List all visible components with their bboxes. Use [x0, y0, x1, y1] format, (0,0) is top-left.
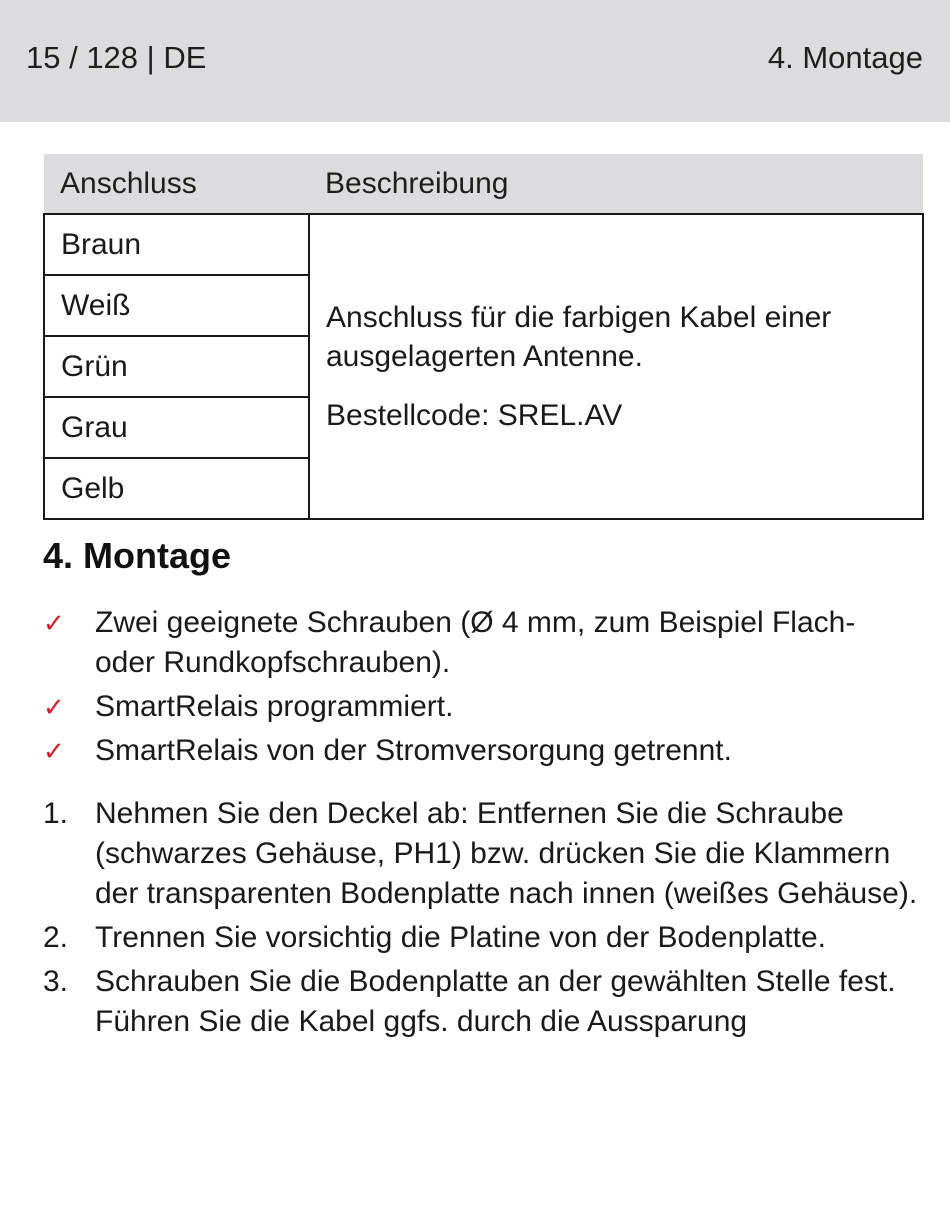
step-text: Schrauben Sie die Bodenplatte an der gewählten Stelle fest. Führen Sie die Kabel ggfs. durch die Aussparung: [95, 965, 896, 1038]
list-item: [43, 731, 923, 771]
checkmark-icon: ✓: [43, 608, 65, 638]
list-item: [43, 918, 923, 958]
table-header-row: [44, 154, 923, 214]
description-cell: [309, 214, 923, 519]
prerequisite-text: Zwei geeignete Schrauben (Ø 4 mm, zum Beispiel Flach- oder Rundkopfschrauben).: [95, 606, 856, 679]
section-heading: 4. Montage: [43, 535, 232, 576]
step-list: [43, 794, 923, 1046]
connection-cell: Weiß: [44, 275, 309, 336]
list-item: [43, 687, 923, 727]
connection-cell: Grau: [44, 397, 309, 458]
prerequisite-text: SmartRelais programmiert.: [95, 690, 454, 723]
list-item: [43, 794, 923, 914]
checkmark-icon: ✓: [43, 736, 65, 766]
running-section-title: 4. Montage: [767, 40, 923, 75]
order-code: Bestellcode: SREL.AV: [326, 399, 623, 432]
checkmark-icon: ✓: [43, 692, 65, 722]
connection-table: [43, 154, 924, 520]
list-item: [43, 603, 923, 683]
column-header-description: Beschreibung: [309, 154, 923, 214]
connection-cell: Braun: [44, 214, 309, 275]
connection-cell: Gelb: [44, 458, 309, 519]
column-header-connection: Anschluss: [44, 154, 309, 214]
step-text: Trennen Sie vorsichtig die Platine von der Bodenplatte.: [95, 921, 827, 954]
step-number: 2.: [43, 921, 69, 954]
prerequisite-list: [43, 603, 923, 775]
page-header: [0, 0, 950, 122]
step-number: 3.: [43, 965, 69, 998]
connection-cell: Grün: [44, 336, 309, 397]
description-text: Anschluss für die farbigen Kabel einer ausgelagerten Antenne.: [326, 301, 832, 373]
prerequisite-text: SmartRelais von der Stromversorgung getrennt.: [95, 734, 732, 767]
table-row: [44, 214, 923, 275]
step-number: 1.: [43, 797, 69, 830]
page-number: 15 / 128 | DE: [26, 40, 207, 75]
list-item: [43, 962, 923, 1042]
step-text: Nehmen Sie den Deckel ab: Entfernen Sie die Schraube (schwarzes Gehäuse, PH1) bzw. drücken Sie die Klammern der transparenten Bodenplatte nach innen (weißes Gehäuse).: [95, 797, 918, 910]
